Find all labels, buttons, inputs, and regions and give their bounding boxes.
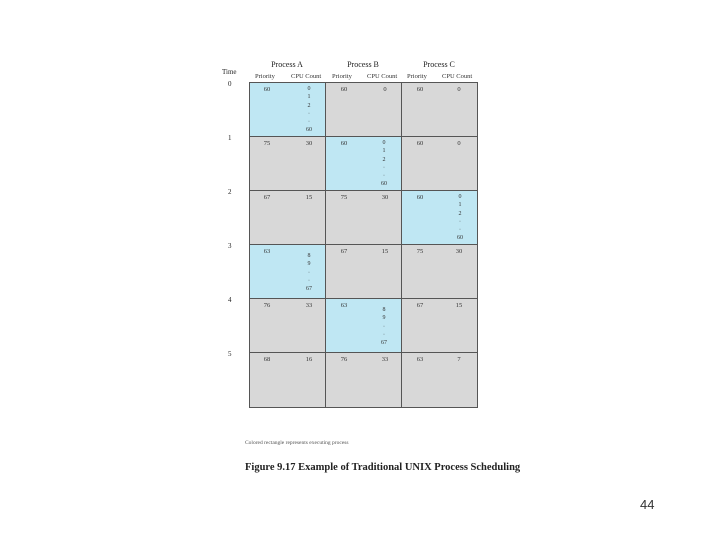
c-priority-value: 67	[416, 302, 424, 309]
time-tick: 4	[228, 296, 232, 304]
cpu-count-entry: ·	[383, 331, 385, 338]
cpu-count-entry: ·	[383, 173, 385, 180]
c-cpu-count-stack	[453, 193, 467, 243]
a-cpu-count-stack	[302, 252, 316, 293]
c-cpu-value: 0	[457, 140, 461, 147]
time-tick: 3	[228, 242, 232, 250]
cpu-count-entry: 60	[457, 235, 463, 242]
cpu-count-entry: 67	[306, 286, 312, 293]
time-tick: 1	[228, 134, 232, 142]
b-priority-value: 60	[340, 86, 348, 93]
process-a-header: Process A	[271, 60, 303, 69]
a-priority-header: Priority	[255, 73, 275, 80]
cpu-count-entry: ·	[308, 119, 310, 126]
cpu-count-entry: ·	[383, 164, 385, 171]
cpu-count-entry: 0	[382, 140, 386, 146]
cpu-count-entry: ·	[308, 269, 310, 276]
process-c-header: Process C	[423, 60, 455, 69]
figure-legend: Colored rectangle represents executing process	[245, 440, 349, 446]
cpu-count-entry: 0	[458, 194, 462, 200]
cpu-count-entry: 9	[382, 315, 386, 322]
schedule-grid	[249, 82, 478, 408]
b-priority-value: 60	[340, 140, 348, 147]
c-priority-value: 60	[416, 86, 424, 93]
cpu-count-entry: ·	[308, 277, 310, 284]
a-priority-value: 60	[263, 86, 271, 93]
b-cpu-count-stack	[377, 139, 391, 189]
page-number: 44	[640, 497, 655, 512]
time-tick: 5	[228, 350, 232, 358]
b-priority-header: Priority	[332, 73, 352, 80]
a-priority-value: 68	[263, 356, 271, 363]
b-cpu-value: 30	[381, 194, 389, 201]
c-cpu-value: 15	[455, 302, 463, 309]
b-cpu-count-stack	[377, 306, 391, 347]
b-priority-value: 67	[340, 248, 348, 255]
a-priority-value: 67	[263, 194, 271, 201]
b-cpu-value: 15	[381, 248, 389, 255]
cpu-count-entry: 9	[307, 261, 311, 268]
cpu-count-entry: 1	[307, 94, 311, 101]
c-priority-value: 75	[416, 248, 424, 255]
b-cpu-value: 33	[381, 356, 389, 363]
a-cpu-value: 33	[305, 302, 313, 309]
cpu-count-entry: 2	[458, 210, 462, 217]
cpu-count-entry: 0	[307, 86, 311, 92]
figure-caption: Figure 9.17 Example of Traditional UNIX Process Scheduling	[245, 462, 521, 473]
c-priority-value: 63	[416, 356, 424, 363]
a-cpu-value: 16	[305, 356, 313, 363]
cpu-count-entry: 8	[382, 307, 386, 313]
b-priority-value: 63	[340, 302, 348, 309]
a-cpu-value: 15	[305, 194, 313, 201]
c-cpu-header: CPU Count	[442, 73, 473, 80]
cpu-count-entry: 67	[381, 340, 387, 347]
cpu-count-entry: 60	[306, 127, 312, 134]
time-label: Time	[222, 68, 237, 76]
cpu-count-entry: 2	[382, 156, 386, 163]
cpu-count-entry: 2	[307, 102, 311, 109]
a-cpu-count-stack	[302, 85, 316, 135]
cpu-count-entry: 60	[381, 181, 387, 188]
a-priority-value: 63	[263, 248, 271, 255]
b-cpu-header: CPU Count	[367, 73, 398, 80]
cpu-count-entry: ·	[308, 110, 310, 117]
b-cpu-value: 0	[383, 86, 387, 93]
c-cpu-value: 0	[457, 86, 461, 93]
cpu-count-entry: ·	[383, 323, 385, 330]
c-cpu-value: 7	[457, 356, 461, 363]
grid-border	[249, 82, 478, 408]
cpu-count-entry: 8	[307, 253, 311, 259]
cpu-count-entry: ·	[459, 227, 461, 234]
c-priority-value: 60	[416, 194, 424, 201]
time-tick: 0	[228, 80, 232, 88]
a-priority-value: 76	[263, 302, 271, 309]
c-priority-header: Priority	[407, 73, 427, 80]
cpu-count-entry: 1	[382, 148, 386, 155]
b-priority-value: 76	[340, 356, 348, 363]
a-cpu-value: 30	[305, 140, 313, 147]
time-tick: 2	[228, 188, 232, 196]
c-priority-value: 60	[416, 140, 424, 147]
cpu-count-entry: ·	[459, 218, 461, 225]
a-cpu-header: CPU Count	[291, 73, 322, 80]
cpu-count-entry: 1	[458, 202, 462, 209]
process-b-header: Process B	[347, 60, 379, 69]
a-priority-value: 75	[263, 140, 271, 147]
b-priority-value: 75	[340, 194, 348, 201]
c-cpu-value: 30	[455, 248, 463, 255]
